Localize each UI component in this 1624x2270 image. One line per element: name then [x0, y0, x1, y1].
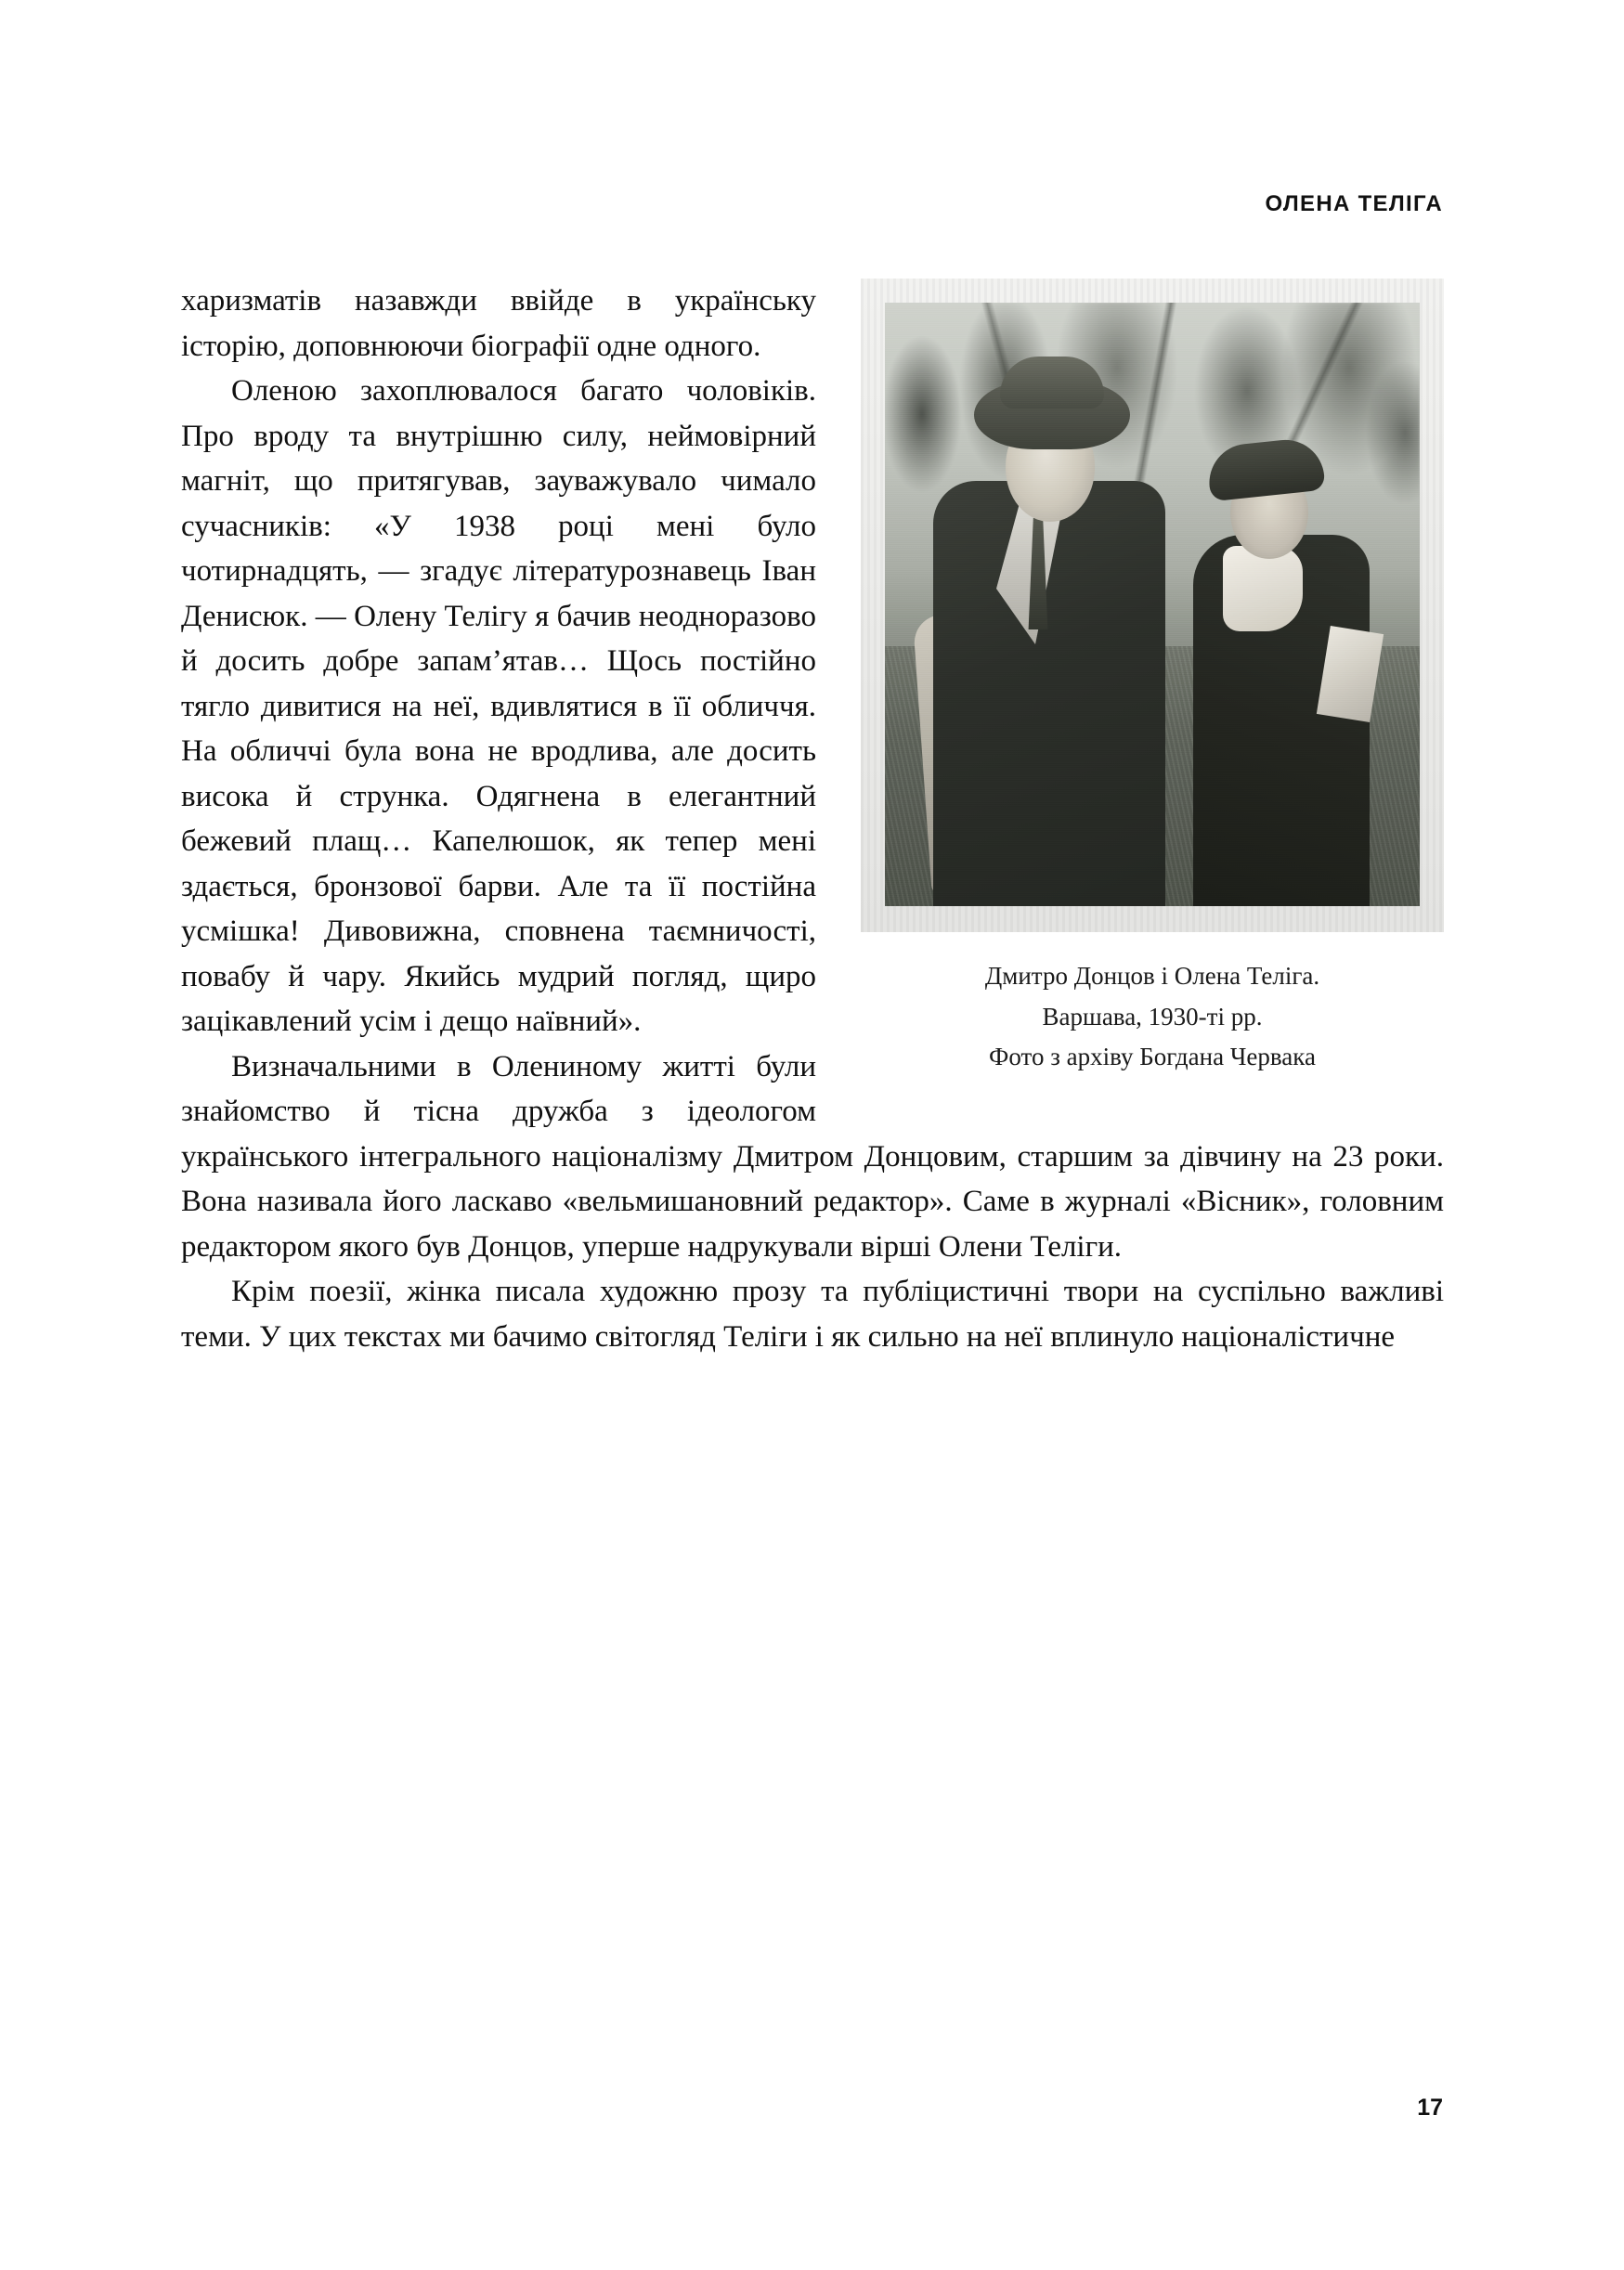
photo-frame	[861, 279, 1444, 932]
page-content	[181, 279, 1444, 1359]
archival-photograph	[885, 303, 1420, 906]
page-number: 17	[1417, 2095, 1443, 2121]
paragraph: Крім поезії, жінка писала художню прозу та публіцистичні твори на суспільно важливі теми. У цих текстах ми бачимо світогляд Теліги і як сильно на неї вплинуло націоналістичне	[181, 1275, 1444, 1354]
caption-line-2: Варшава, 1930-ті рр.	[1042, 1002, 1263, 1031]
paragraph: Оленою захоплювалося багато чоловіків. Про вроду та внутрішню силу, неймовірний магніт, що притягував, зауважувало чимало сучасників: «У 1938 році мені було чотирнадцять, — згадує літературознавець Іван Денисюк. — Олену Телігу я бачив неодноразово й досить добре запам’ятав… Щось постійно тягло дивитися на неї, вдивлятися в її обличчя. На обличчі була вона не вродлива, але досить висока й струнка. Одягнена в елегантний бежевий плащ… Капелюшок, як тепер мені здається, бронзової барви. Але та її постійна усмішка! Дивовижна, сповнена таємничості, повабу й чару. Якийсь мудрий погляд, щиро зацікавлений усім і дещо наївний».	[181, 374, 816, 1038]
figure-photo-block	[861, 279, 1444, 1078]
figure-caption	[861, 956, 1444, 1078]
caption-line-3: Фото з архіву Богдана Червака	[989, 1043, 1316, 1071]
photo-grain-overlay	[885, 303, 1420, 906]
caption-line-1: Дмитро Донцов і Олена Теліга.	[984, 962, 1320, 990]
running-head: ОЛЕНА ТЕЛІГА	[1265, 191, 1443, 216]
paragraph: харизматів назавжди ввійде в українську історію, доповнюючи біографії одне одного.	[181, 284, 816, 363]
paragraph: Визначальними в Олениному житті були знайомство й тісна дружба з ідеологом українського інтегрального націоналізму Дмитром Донцовим, старшим за дівчину на 23 роки. Вона називала його ласкаво «вельмишановний редактор». Саме в журналі «Вісник», головним редактором якого був Донцов, уперше надрукували вірші Олени Теліги.	[181, 1049, 1444, 1264]
